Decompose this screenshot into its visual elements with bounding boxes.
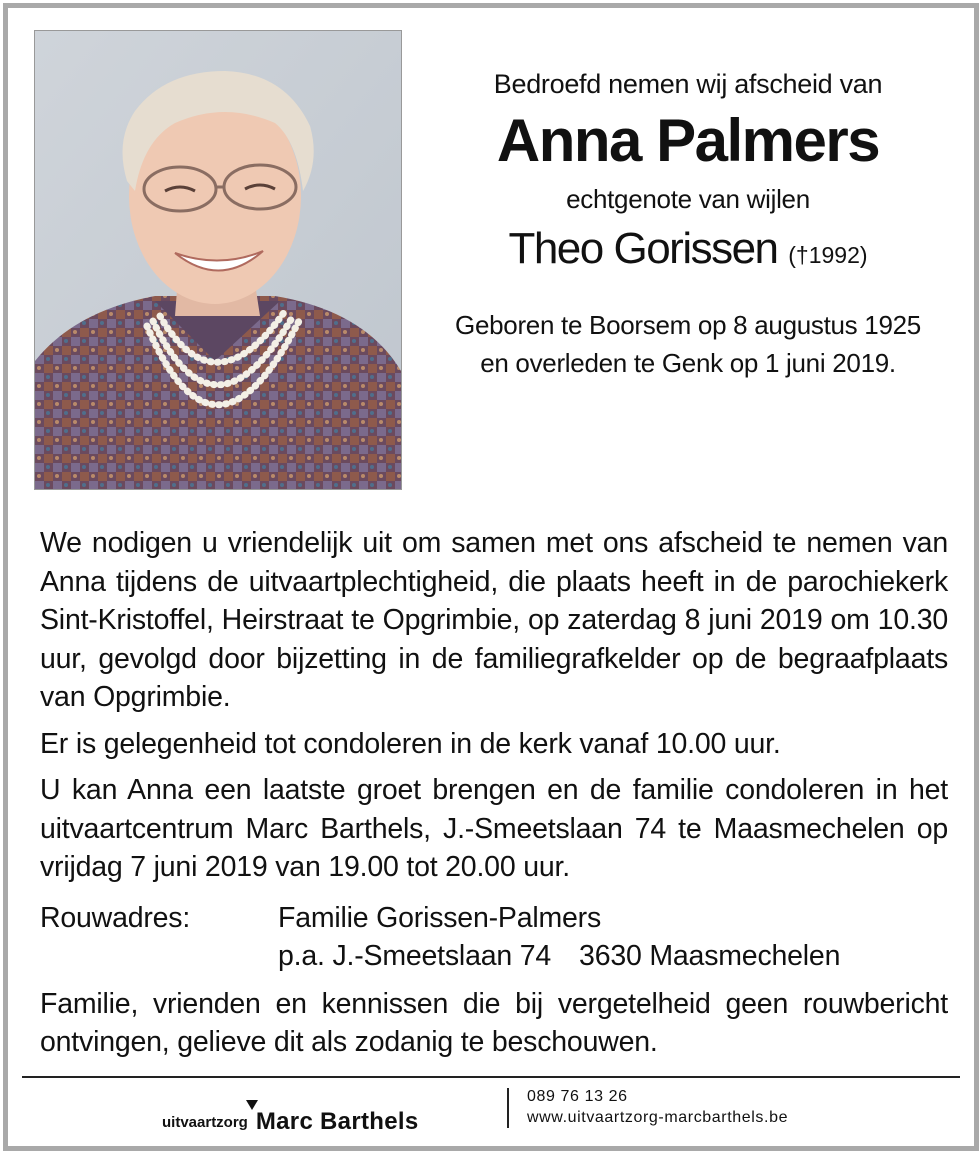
portrait-illustration [35,31,401,489]
logo-prefix: uitvaartzorg [162,1114,248,1131]
footer-divider [22,1076,960,1078]
address-line-2 [278,937,948,976]
footer-separator [507,1088,509,1128]
condolence-paragraph: Er is gelegenheid tot condoleren in de kerk vanaf 10.00 uur. [40,727,781,760]
notice-paragraph: Familie, vrienden en kennissen die bij vergetelheid geen rouwbericht ontvingen, gelieve dit als zodanig te beschouwen. [40,987,948,1058]
born-line: Geboren te Boorsem op 8 augustus 1925 [455,310,921,340]
died-line: en overleden te Genk op 1 juni 2019. [480,348,896,378]
website-link[interactable]: www.uitvaartzorg-marcbarthels.be [527,1109,789,1126]
footer-contact [527,1086,788,1128]
footer-logo [162,1096,419,1136]
brand-name: Marc Barthels [255,1108,419,1135]
address-line-1: Familie Gorissen-Palmers [278,901,602,934]
intro-line: Bedroefd nemen wij afscheid van [493,69,883,99]
spouse-line: echtgenote van wijlen [566,184,810,214]
farewell-paragraph: U kan Anna een laatste groet brengen en de familie condoleren in het uitvaartcentrum Marc Barthels, J.-Smeetslaan 74 te Maasmechelen op vrijdag 7 juni 2019 van 19.00 tot 20.00 uur. [40,774,948,883]
mourning-address [40,899,948,976]
address-street: p.a. J.-Smeetslaan 74 [278,940,552,972]
body-text [40,524,948,1062]
spouse-name-line [418,220,958,284]
deceased-name: Anna Palmers [496,107,880,174]
spouse-death-year: (†1992) [788,242,868,268]
heading-block [418,68,958,382]
address-label: Rouwadres: [40,901,191,934]
triangle-icon [246,1100,258,1110]
logo-brand [256,1108,419,1136]
obituary-card [3,3,979,1151]
spouse-name: Theo Gorissen [508,224,778,273]
funeral-paragraph: We nodigen u vriendelijk uit om samen met ons afscheid te nemen van Anna tijdens de uitvaartplechtigheid, die plaats heeft in de parochiekerk Sint-Kristoffel, Heirstraat te Opgrimbie, op zaterdag 8 juni 2019 om 10.30 uur, gevolgd door bijzetting in de familiegrafkelder op de begraafplaats van Opgrimbie. [40,527,948,713]
phone-number[interactable]: 089 76 13 26 [527,1088,628,1105]
dates-block [418,306,958,382]
portrait-photo [34,30,402,490]
address-city: 3630 Maasmechelen [579,940,841,972]
